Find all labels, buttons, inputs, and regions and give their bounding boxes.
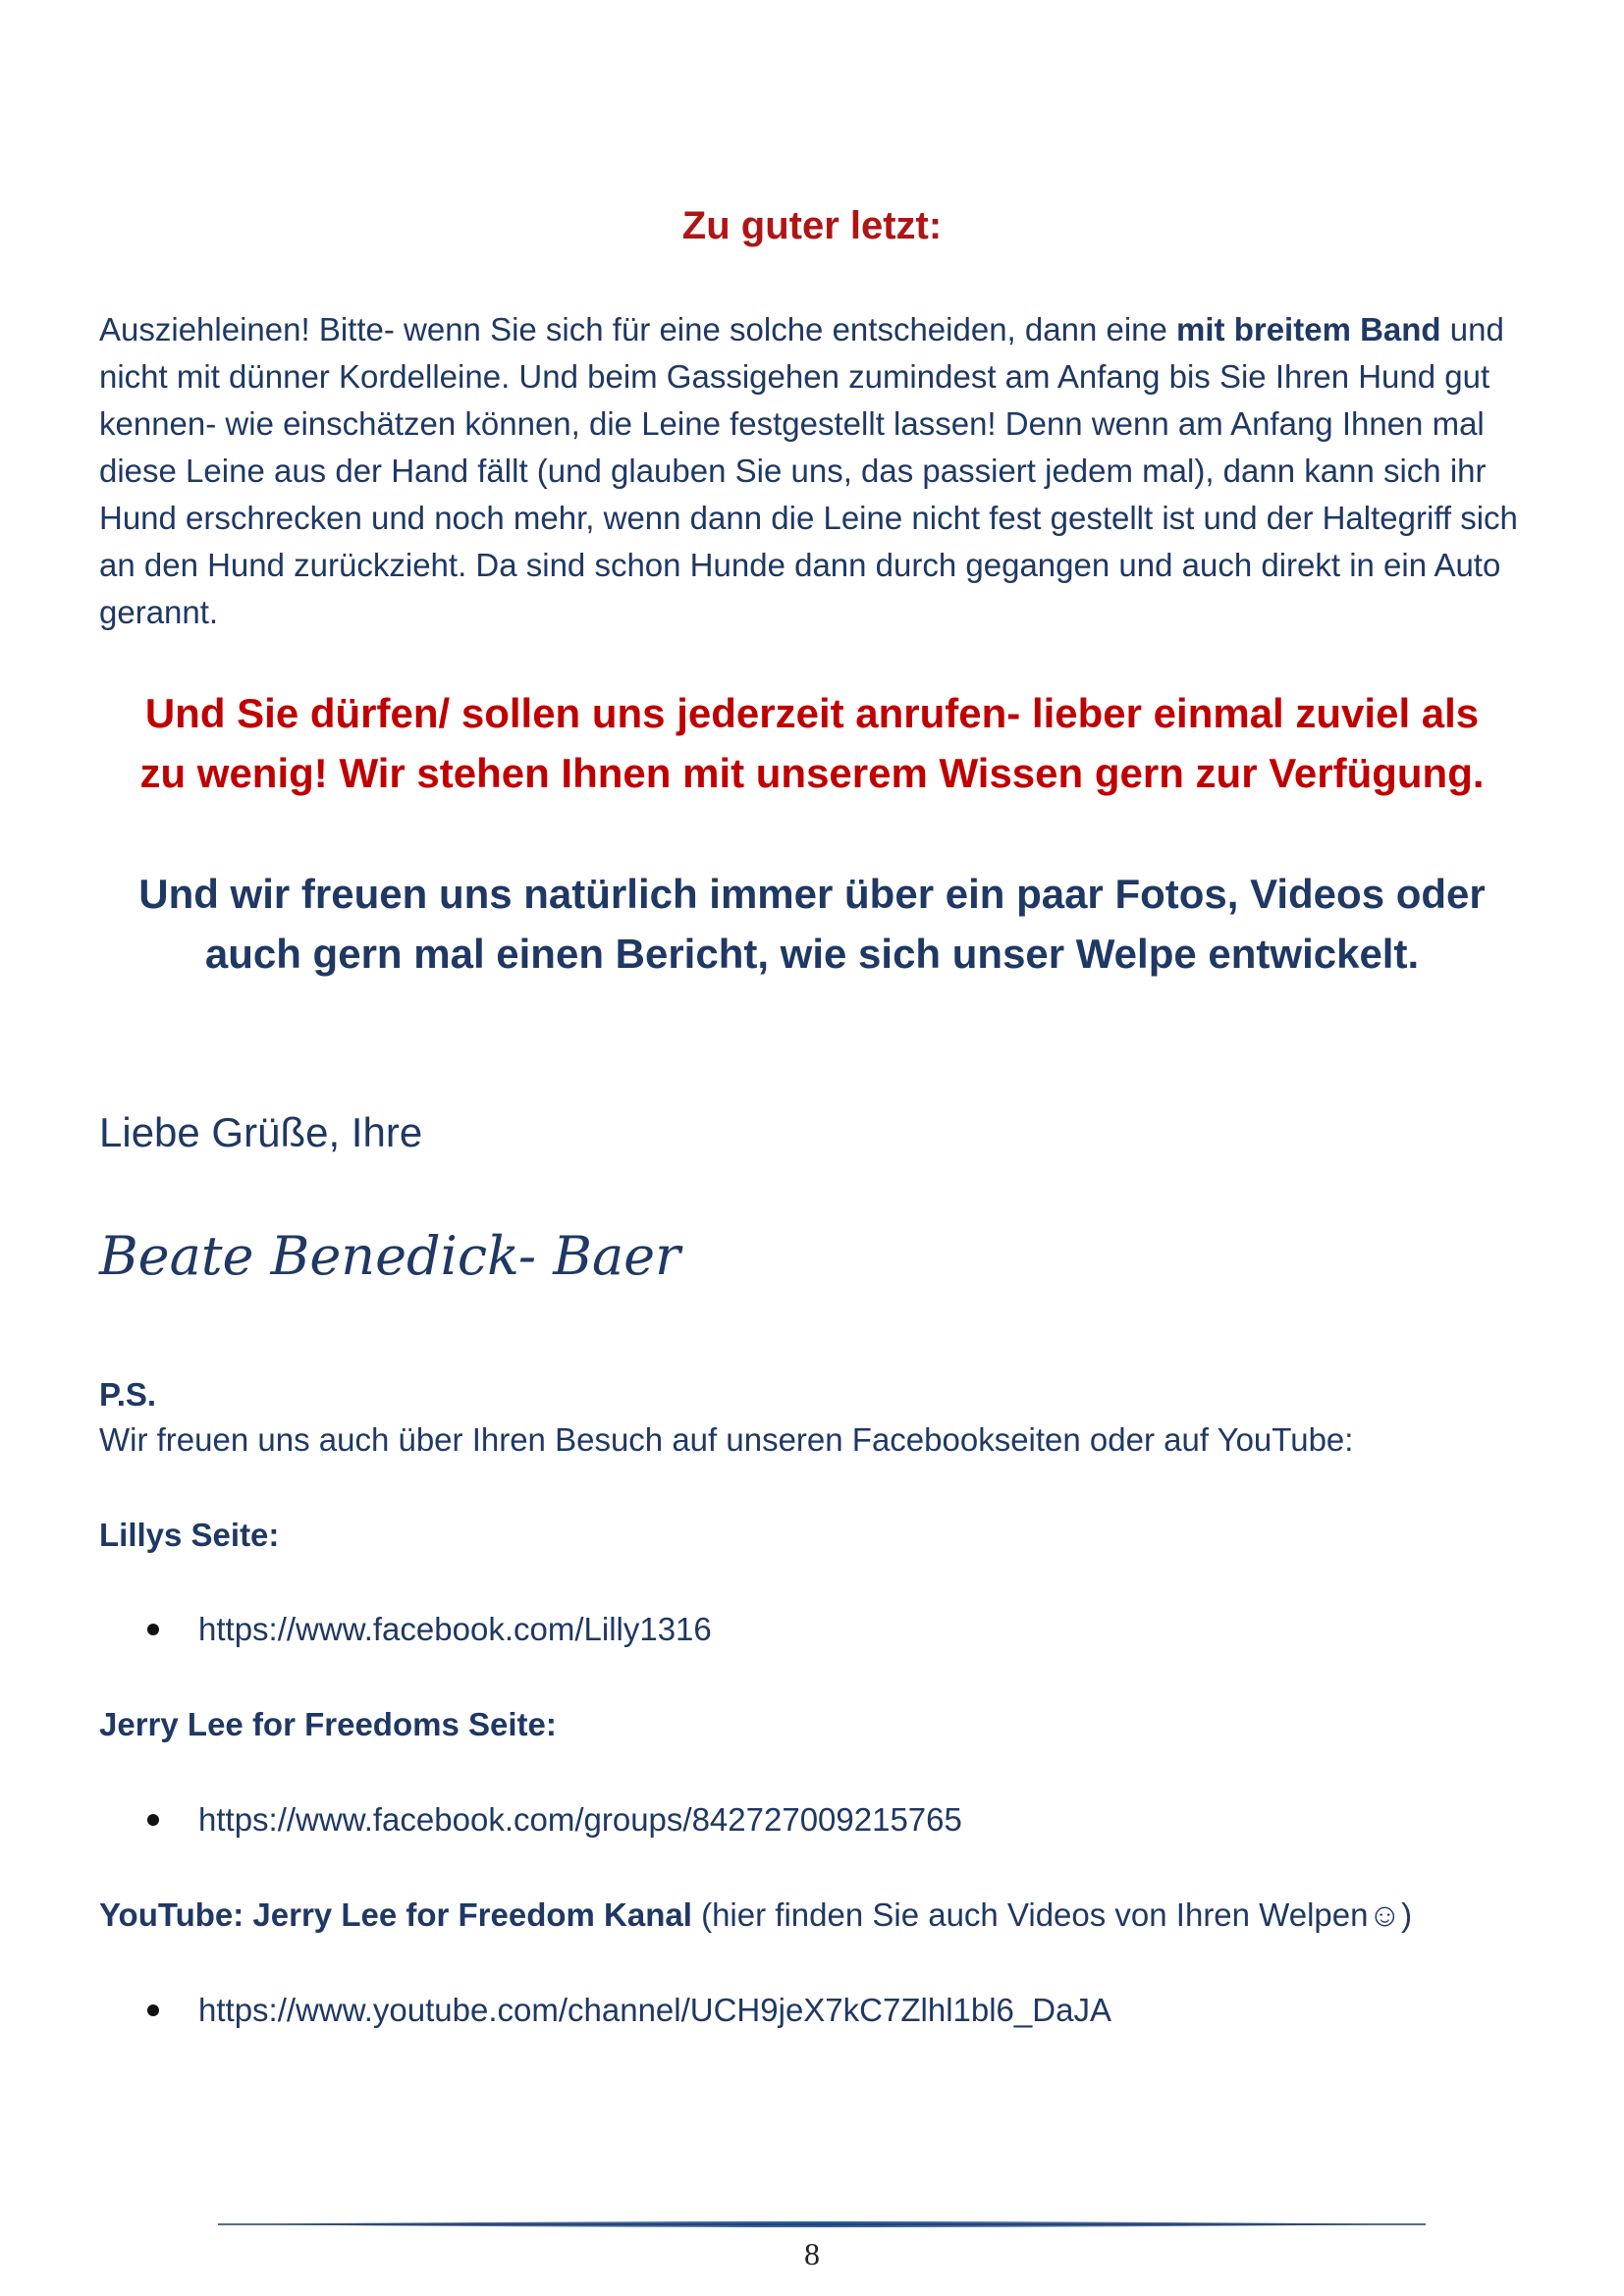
paragraph-part2: und nicht mit dünner Kordelleine. Und beim Gassigehen zumindest am Anfang bis Sie Ihren Hund gut kennen- wie einschätzen können, die Leine festgestellt lassen! Denn wenn am Anfang Ihnen mal diese Leine aus der Hand fällt (und glauben Sie uns, das passiert jedem mal), dann kann sich ihr Hund erschrecken und noch mehr, wenn dann die Leine nicht fest gestellt ist und der Haltegriff sich an den Hund zurückzieht. Da sind schon Hunde dann durch gegangen und auch direkt in ein Auto gerannt. [99, 311, 1518, 630]
callout-call-us [79, 683, 1545, 803]
link-lilly[interactable]: https://www.facebook.com/Lilly1316 [198, 1611, 712, 1647]
footer-divider [218, 2220, 1426, 2230]
callout-red-line1: Und Sie dürfen/ sollen uns jederzeit anrufen- lieber einmal zuviel als [144, 690, 1480, 736]
greeting: Liebe Grüße, Ihre [99, 1109, 423, 1155]
ps-text: Wir freuen uns auch über Ihren Besuch auf unseren Facebookseiten oder auf YouTube: [99, 1421, 1354, 1458]
list-item-jerry [147, 1801, 962, 1839]
paragraph-bold: mit breitem Band [1176, 311, 1441, 347]
section-title-jerry: Jerry Lee for Freedoms Seite: [99, 1706, 557, 1742]
signature: Beate Benedick- Baer [99, 1225, 680, 1287]
bullet-icon [147, 1624, 159, 1635]
page-number: 8 [804, 2236, 820, 2271]
callout-photos [79, 864, 1545, 984]
section-title-youtube-row [99, 1896, 1412, 1934]
paragraph-part1: Ausziehleinen! Bitte- wenn Sie sich für eine solche entscheiden, dann eine [99, 311, 1177, 347]
bullet-icon [147, 1814, 159, 1826]
callout-blue-line1: Und wir freuen uns natürlich immer über ein paar Fotos, Videos oder [138, 871, 1486, 917]
section-heading: Zu guter letzt: [681, 204, 943, 247]
body-paragraph [99, 306, 1533, 636]
link-youtube[interactable]: https://www.youtube.com/channel/UCH9jeX7kC7Zlhl1bl6_DaJA [198, 1992, 1111, 2028]
section-youtube-suffix: (hier finden Sie auch Videos von Ihren Welpen☺) [691, 1896, 1413, 1933]
callout-blue-line2: auch gern mal einen Bericht, wie sich unser Welpe entwickelt. [204, 931, 1420, 977]
section-title-youtube: YouTube: Jerry Lee for Freedom Kanal [99, 1896, 692, 1933]
ps-label: P.S. [99, 1376, 157, 1413]
bullet-icon [147, 2004, 159, 2016]
section-title-lilly: Lillys Seite: [99, 1517, 280, 1553]
list-item-lilly [147, 1611, 712, 1648]
list-item-youtube [147, 1992, 1111, 2029]
callout-red-line2: zu wenig! Wir stehen Ihnen mit unserem Wissen gern zur Verfügung. [139, 750, 1485, 796]
link-jerry[interactable]: https://www.facebook.com/groups/842727009215765 [198, 1801, 962, 1838]
